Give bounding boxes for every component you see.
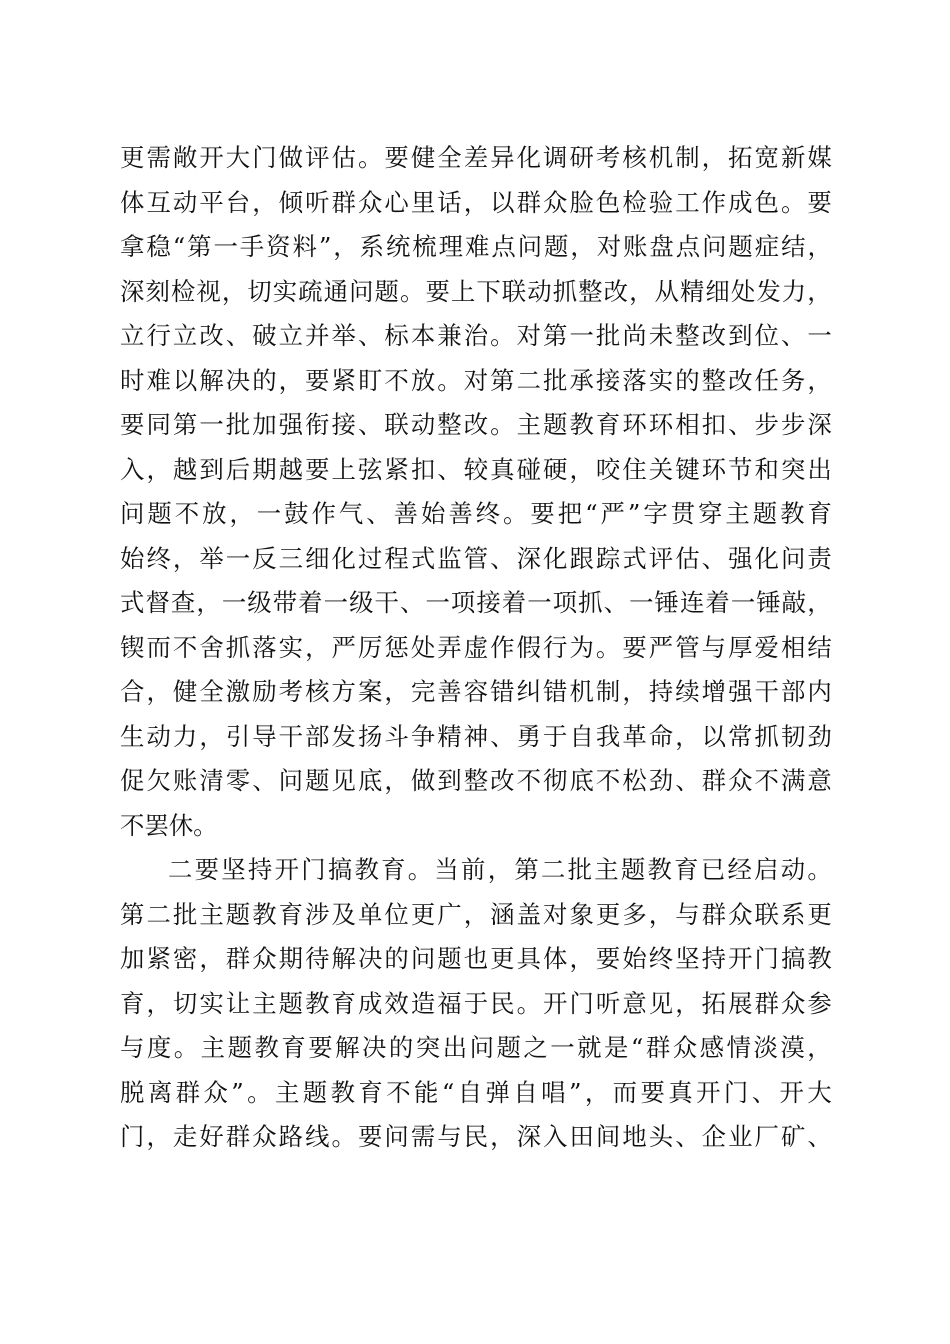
- text-line: 始 终 ， 举 一 反 三 细 化 过 程 式 监 管 、 深 化 跟 踪 式 评 估 、 强 化 问 责: [120, 543, 832, 573]
- text-line: 合 ， 健 全 激 励 考 核 方 案 ， 完 善 容 错 纠 错 机 制 ， 持 续 增 强 干 部 内: [120, 677, 832, 706]
- text-line: 二 要 坚 持 开 门 搞 教 育 。 当 前 ， 第 二 批 主 题 教 育 已 经 启 动 。: [168, 855, 832, 884]
- text-line: 与 度 。 主 题 教 育 要 解 决 的 突 出 问 题 之 一 就 是 “ 群 众 感 情 淡 漠 ，: [120, 1033, 832, 1062]
- text-line: 促 欠 账 清 零 、 问 题 见 底 ， 做 到 整 改 不 彻 底 不 松 劲 、 群 众 不 满 意: [120, 766, 832, 795]
- text-line: 立 行 立 改 、 破 立 并 举 、 标 本 兼 治 。 对 第 一 批 尚 未 整 改 到 位 、 一: [120, 321, 832, 350]
- body-text: [120, 136, 832, 1160]
- text-line: 加 紧 密 ， 群 众 期 待 解 决 的 问 题 也 更 具 体 ， 要 始 终 坚 持 开 门 搞 教: [120, 944, 832, 973]
- text-line: 拿 稳 “ 第 一 手 资 料 ” ， 系 统 梳 理 难 点 问 题 ， 对 账 盘 点 问 题 症 结 ，: [120, 232, 832, 261]
- text-line: 生 动 力 ， 引 导 干 部 发 扬 斗 争 精 神 、 勇 于 自 我 革 命 ， 以 常 抓 韧 劲: [120, 721, 832, 751]
- text-line: 不罢休。: [120, 810, 218, 840]
- text-line: 问 题 不 放 ， 一 鼓 作 气 、 善 始 善 终 。 要 把 “ 严 ” 字 贯 穿 主 题 教 育: [120, 499, 832, 528]
- text-line: 时 难 以 解 决 的 ， 要 紧 盯 不 放 。 对 第 二 批 承 接 落 实 的 整 改 任 务 ，: [120, 365, 832, 395]
- text-line: 体 互 动 平 台 ， 倾 听 群 众 心 里 话 ， 以 群 众 脸 色 检 验 工 作 成 色 。 要: [120, 187, 832, 217]
- text-line: 更 需 敞 开 大 门 做 评 估 。 要 健 全 差 异 化 调 研 考 核 机 制 ， 拓 宽 新 媒: [120, 143, 832, 172]
- text-line: 锲 而 不 舍 抓 落 实 ， 严 厉 惩 处 弄 虚 作 假 行 为 。 要 严 管 与 厚 爱 相 结: [120, 632, 832, 662]
- text-line: 育 ， 切 实 让 主 题 教 育 成 效 造 福 于 民 。 开 门 听 意 见 ， 拓 展 群 众 参: [120, 988, 832, 1018]
- text-line: 脱 离 群 众 ” 。 主 题 教 育 不 能 “ 自 弹 自 唱 ” ， 而 要 真 开 门 、 开 大: [120, 1077, 832, 1107]
- text-line: 入 ， 越 到 后 期 越 要 上 弦 紧 扣 、 较 真 碰 硬 ， 咬 住 关 键 环 节 和 突 出: [120, 454, 832, 484]
- text-line: 门 ， 走 好 群 众 路 线 。 要 问 需 与 民 ， 深 入 田 间 地 头 、 企 业 厂 矿 、: [120, 1122, 832, 1151]
- text-line: 深 刻 检 视 ， 切 实 疏 通 问 题 。 要 上 下 联 动 抓 整 改 ， 从 精 细 处 发 力 ，: [120, 276, 832, 306]
- text-line: 要 同 第 一 批 加 强 衔 接 、 联 动 整 改 。 主 题 教 育 环 环 相 扣 、 步 步 深: [120, 410, 832, 439]
- text-line: 第 二 批 主 题 教 育 涉 及 单 位 更 广 ， 涵 盖 对 象 更 多 ， 与 群 众 联 系 更: [120, 899, 832, 929]
- text-line: 式 督 查 ， 一 级 带 着 一 级 干 、 一 项 接 着 一 项 抓 、 一 锤 连 着 一 锤 敲 ，: [120, 588, 832, 617]
